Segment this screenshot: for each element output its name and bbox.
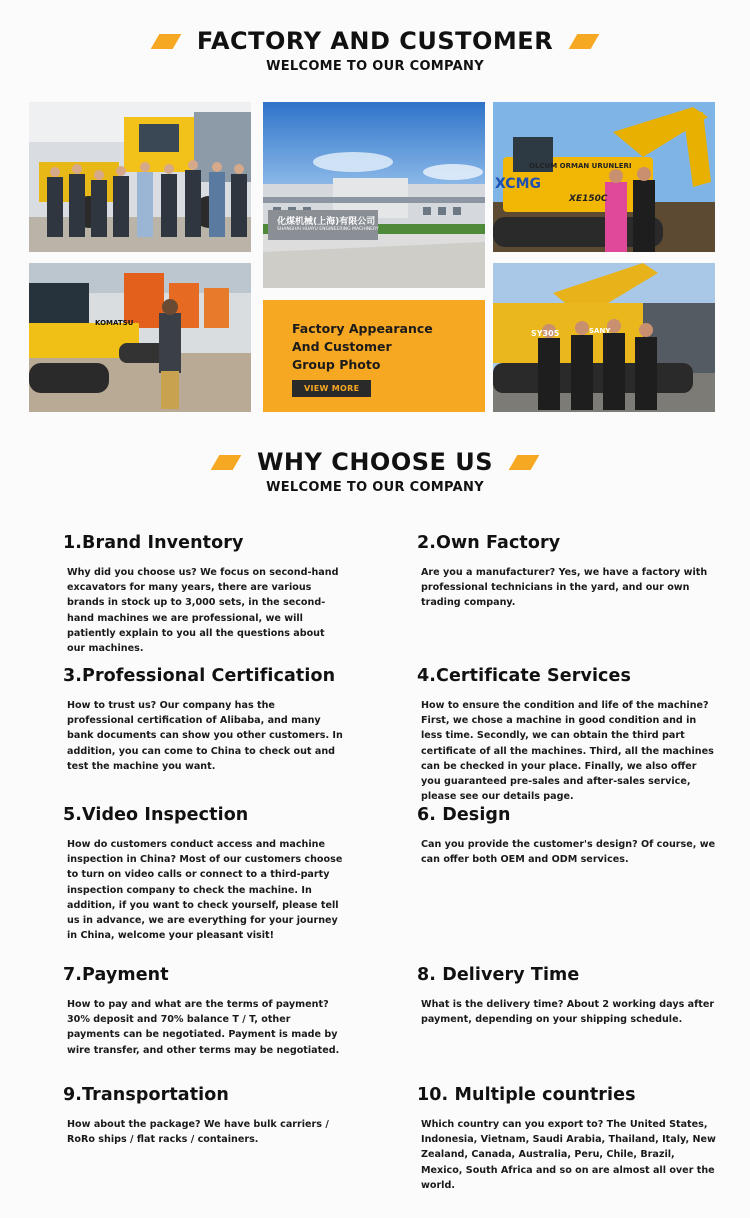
feature-title: 6. Design <box>417 805 511 825</box>
feature-text: Why did you choose us? We focus on second-hand excavators for many years, there are various brands in stock up to 3,000 sets, in the second-hand machines we are professional, we will patiently explain to you all the questions about our machines. <box>67 567 339 655</box>
feature-own-factory <box>417 533 717 611</box>
komatsu-label: KOMATSU <box>95 319 134 327</box>
sany-brand-label: SANY <box>589 327 611 335</box>
feature-title: 4.Certificate Services <box>417 666 632 686</box>
promo-line-2: And Customer <box>292 339 392 354</box>
feature-certificate-services <box>417 666 717 804</box>
feature-text: How to ensure the condition and life of the machine? First, we chose a machine in good condition and in less time. Secondly, we can obtain the third part certificate of all the machines. Third, all the machines can be checked in your place. Finally, we also offer you guaranteed pre-sales and after-sales service, please see our details page. <box>421 700 714 803</box>
factory-section-title-row <box>155 27 595 55</box>
excavator-model-label: XE150C <box>569 194 608 204</box>
feature-design <box>417 805 717 867</box>
feature-professional-certification <box>63 666 343 774</box>
feature-text: What is the delivery time? About 2 working days after payment, depending on your shipping schedule. <box>421 999 715 1026</box>
accent-parallelogram-left <box>150 34 181 49</box>
feature-text: Can you provide the customer's design? Of course, we can offer both OEM and ODM services. <box>421 839 716 866</box>
feature-delivery-time <box>417 965 717 1027</box>
feature-text: Are you a manufacturer? Yes, we have a factory with professional technicians in the yard, and our own trading company. <box>421 567 708 609</box>
feature-text: Which country can you export to? The United States, Indonesia, Vietnam, Saudi Arabia, Thailand, Italy, New Zealand, Canada, Australia, Peru, Chile, Brazil, Mexico, South Africa and so on are almost all over the world. <box>421 1119 716 1191</box>
factory-section-title: FACTORY AND CUSTOMER <box>196 27 554 55</box>
feature-text: How do customers conduct access and machine inspection in China? Most of our customers choose to turn on video calls or connect to a third-party inspection company to check the machine. In addition, if you want to check yourself, please tell us in advance, we are everything for your journey in China, welcome your pleasant visit! <box>67 839 343 942</box>
factory-sign-cn: 化煤机械(上海)有限公司 <box>277 217 376 227</box>
feature-title: 5.Video Inspection <box>63 805 249 825</box>
accent-parallelogram-right <box>569 34 600 49</box>
feature-text: How about the package? We have bulk carriers / RoRo ships / flat racks / containers. <box>67 1119 329 1146</box>
sany-model-label: SY305 <box>531 329 560 338</box>
promo-block <box>263 300 485 412</box>
why-section-title: WHY CHOOSE US <box>256 448 494 476</box>
group-photo-loader[interactable] <box>29 102 251 252</box>
feature-brand-inventory <box>63 533 343 656</box>
excavators-yard-photo[interactable] <box>29 263 251 412</box>
view-more-button[interactable]: VIEW MORE <box>292 380 371 397</box>
feature-text: How to trust us? Our company has the professional certification of Alibaba, and many bank documents can show you other customers. In addition, you can come to China to check out and test the machine you want. <box>67 700 343 772</box>
feature-transportation <box>63 1085 343 1147</box>
feature-payment <box>63 965 343 1058</box>
feature-title: 2.Own Factory <box>417 533 561 553</box>
customers-excavator-photo[interactable] <box>493 102 715 252</box>
why-section-title-row <box>215 448 535 476</box>
excavator-side-text: OLCUM ORMAN URUNLERI <box>529 162 632 170</box>
feature-title: 7.Payment <box>63 965 169 985</box>
factory-sign-en: SHANGHAI HUAYU ENGINEERING MACHINERY <box>277 227 379 232</box>
feature-title: 3.Professional Certification <box>63 666 336 686</box>
group-sany-photo[interactable] <box>493 263 715 412</box>
feature-title: 1.Brand Inventory <box>63 533 244 553</box>
factory-building-photo[interactable] <box>263 102 485 288</box>
promo-line-3: Group Photo <box>292 357 381 372</box>
feature-multiple-countries <box>417 1085 717 1193</box>
feature-text: How to pay and what are the terms of payment? 30% deposit and 70% balance T / T, other payments can be negotiated. Payment is made by wire transfer, and other terms may be negotiated. <box>67 999 340 1056</box>
why-section-header <box>0 448 750 495</box>
excavator-brand-label: XCMG <box>495 176 541 192</box>
factory-section-header <box>0 27 750 74</box>
why-section-subtitle: WELCOME TO OUR COMPANY <box>266 480 484 495</box>
feature-video-inspection <box>63 805 343 943</box>
feature-title: 9.Transportation <box>63 1085 229 1105</box>
promo-line-1: Factory Appearance <box>292 321 433 336</box>
accent-parallelogram-right <box>509 455 540 470</box>
accent-parallelogram-left <box>211 455 242 470</box>
factory-section-subtitle: WELCOME TO OUR COMPANY <box>266 59 484 74</box>
feature-title: 8. Delivery Time <box>417 965 580 985</box>
feature-title: 10. Multiple countries <box>417 1085 636 1105</box>
